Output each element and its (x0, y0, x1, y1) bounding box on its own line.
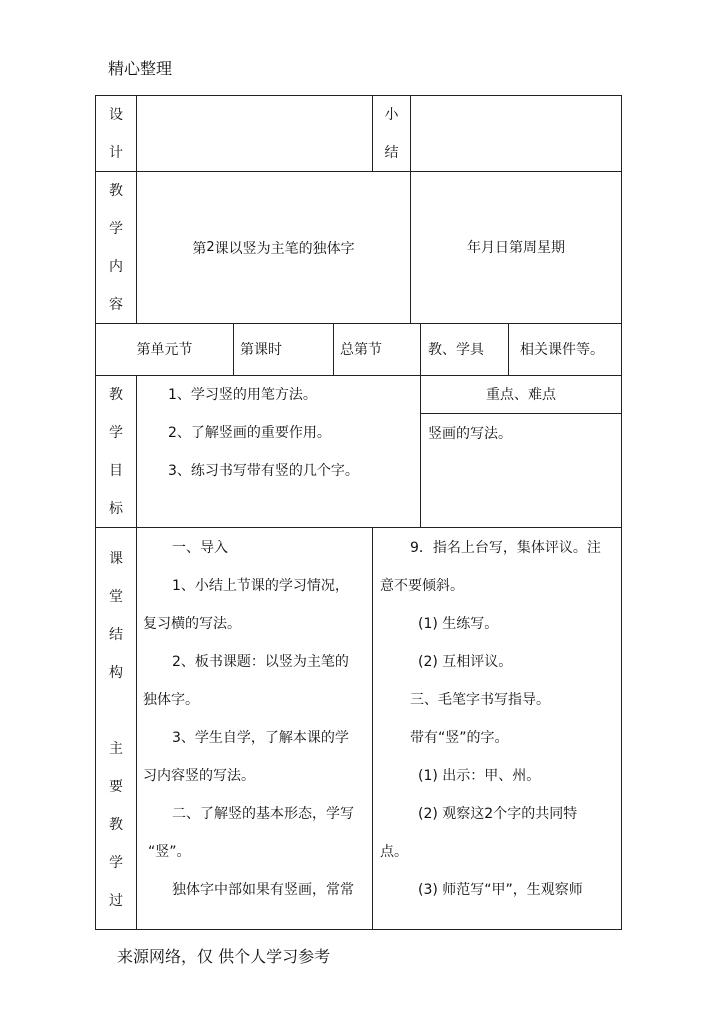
label-char: 教 (109, 183, 123, 199)
goals-label (96, 387, 136, 517)
table-line (621, 95, 622, 930)
table-line (95, 375, 622, 376)
label-char: 结 (109, 627, 123, 643)
label-char: 目 (109, 463, 123, 479)
table-line (420, 323, 421, 376)
process-label (96, 741, 136, 909)
label-char: 教 (109, 387, 123, 403)
label-char: 小 (384, 107, 399, 123)
lesson-title-text: 课以竖为主笔的独体字 (214, 241, 355, 257)
goal-item: 1、学习竖的用笔方法。 (168, 387, 317, 403)
page-header: 精心整理 (108, 59, 173, 78)
table-line (333, 323, 334, 376)
process-right-line: 点。 (380, 844, 408, 860)
key-points-header: 重点、难点 (486, 387, 556, 403)
process-right-line: 三、毛笔字书写指导。 (410, 692, 550, 708)
process-right-line: 9．指名上台写，集体评议。注 (410, 540, 601, 556)
lesson-number: 2 (206, 240, 215, 255)
label-char: 内 (109, 259, 123, 275)
process-right-line: (2) 互相评议。 (418, 654, 513, 670)
summary-label (373, 107, 410, 161)
table-line (136, 375, 137, 930)
key-points-text: 竖画的写法。 (428, 426, 512, 442)
page-footer: 来源网络，仅 供个人学习参考 (117, 947, 331, 966)
process-right-line: (2) 观察这2个字的共同特 (418, 806, 578, 822)
label-char: 结 (384, 145, 399, 161)
process-left-line: 3、学生自学，了解本课的学 (172, 730, 349, 746)
lesson-date: 年月日第周星期 (467, 240, 565, 256)
label-char: 堂 (109, 589, 123, 605)
process-left-line: 复习横的写法。 (143, 616, 241, 632)
table-line (136, 95, 137, 324)
table-line (508, 323, 509, 376)
process-right-line: (1) 生练写。 (418, 616, 499, 632)
label-char: 主 (109, 741, 123, 757)
label-char: 构 (109, 665, 123, 681)
label-char: 课 (109, 551, 123, 567)
table-line (95, 95, 622, 96)
label-char: 学 (109, 221, 123, 237)
unit-cell: 第单元节 (136, 342, 193, 358)
process-right-line: 意不要倾斜。 (380, 578, 464, 594)
label-char: 过 (109, 893, 123, 909)
process-left-line: 独体字中部如果有竖画，常常 (172, 882, 354, 898)
process-left-line: 习内容竖的写法。 (143, 768, 255, 784)
process-left-line: 独体字。 (143, 692, 199, 708)
process-left-line: 1、小结上节课的学习情况， (172, 578, 349, 594)
period-cell: 第课时 (240, 342, 282, 358)
tools-cell: 教、学具 (428, 342, 484, 358)
structure-label (96, 551, 136, 681)
goal-item: 3、练习书写带有竖的几个字。 (168, 463, 359, 479)
process-right-line: 带有“竖”的字。 (410, 730, 509, 746)
label-char: 教 (109, 817, 123, 833)
table-line (420, 413, 622, 414)
content-label (96, 183, 136, 313)
label-char: 学 (109, 425, 123, 441)
goal-item: 2、了解竖画的重要作用。 (168, 425, 331, 441)
label-char: 计 (109, 145, 123, 161)
total-cell: 总第节 (340, 342, 382, 358)
process-left-line: 2、板书课题：以竖为主笔的 (172, 654, 349, 670)
label-char: 要 (109, 779, 123, 795)
label-char: 设 (109, 107, 123, 123)
table-line (372, 527, 373, 930)
process-left-line: 一、导入 (172, 540, 228, 556)
lesson-prefix: 第 (192, 241, 207, 257)
table-line (95, 171, 622, 172)
design-label (96, 107, 136, 161)
lesson-title (137, 240, 410, 257)
process-left-line: “竖”。 (148, 844, 191, 860)
courseware-cell: 相关课件等。 (520, 342, 604, 358)
process-right-line: (1) 出示：甲、州。 (418, 768, 541, 784)
table-line (95, 527, 622, 528)
table-line (233, 323, 234, 376)
process-left-line: 二、了解竖的基本形态，学写 (172, 806, 354, 822)
label-char: 学 (109, 855, 123, 871)
table-line (95, 929, 622, 930)
process-right-line: (3) 师范写“甲”，生观察师 (418, 882, 583, 898)
label-char: 容 (109, 297, 123, 313)
table-line (410, 95, 411, 172)
table-line (95, 323, 622, 324)
label-char: 标 (109, 501, 123, 517)
